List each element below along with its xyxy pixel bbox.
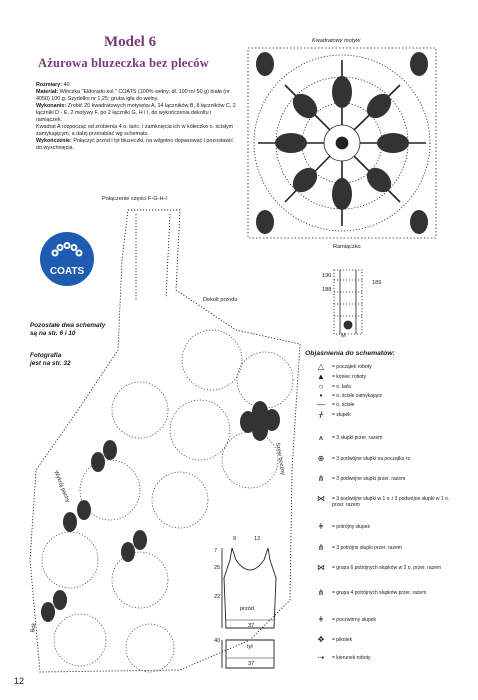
remaining-note: Pozostałe dwa schematy są na str. 6 i 10 bbox=[30, 322, 106, 337]
legend-item: ⇢ = kierunek roboty bbox=[310, 655, 460, 665]
garment-schematic bbox=[222, 548, 276, 668]
strap-label: Ramiączko bbox=[333, 244, 361, 250]
bodice-diagram bbox=[30, 210, 300, 672]
legend-item: ✥ = pikotek bbox=[310, 637, 460, 647]
photo-note: Fotografia jest na str. 32 bbox=[30, 352, 71, 367]
legend-item: ⊕ = 3 podwójne słupki na początku rz. bbox=[310, 456, 460, 466]
legend-item: ▲ = koniec roboty bbox=[310, 374, 460, 384]
dim-22: 22 bbox=[214, 594, 221, 600]
execution-value: Zrobić 20 kwadratowych motywów A, 14 łączników B, 8 łączników C, 2 łączniki D - E, 2 motywy F, po 2 łączniki G, H i I, do wykończenia dekoltu i ramiączek. bbox=[36, 103, 236, 123]
start-icon: △ bbox=[317, 362, 325, 371]
legend-item: ⋔ = 3 podwójne słupki przer. razem bbox=[310, 476, 460, 486]
strap-190: 190 bbox=[322, 273, 332, 279]
execution-label: Wykonanie: bbox=[36, 103, 67, 109]
four-trtr-group-icon: ⋔ bbox=[317, 588, 325, 597]
legend-item: △ = początek roboty bbox=[310, 364, 460, 374]
double-crochet-icon: ᚋ bbox=[319, 410, 323, 419]
model-number: Model 6 bbox=[104, 34, 157, 50]
legend-item: ᚋ = słupek bbox=[310, 412, 460, 422]
neckline-label: Dekolt przodu bbox=[203, 297, 238, 303]
dim-12: 12 bbox=[254, 536, 261, 542]
pattern-title: Ażurowa bluzeczka bez pleców bbox=[38, 56, 209, 70]
three-tr-together-icon: ⋔ bbox=[317, 474, 325, 483]
legend-item: ○ = o. łańc. bbox=[310, 384, 460, 394]
sizes-label: Rozmiary: bbox=[36, 82, 63, 88]
legend-item: ⋈ = 3 podwójne słupki w 1 o. i 3 podwójne słupki w 1 o. przer. razem bbox=[310, 496, 460, 512]
dim-9: 9 bbox=[233, 536, 237, 542]
front-label: przód bbox=[240, 606, 254, 612]
legend-item: ⋔ = 3 potrójne słupki przer. razem bbox=[310, 545, 460, 555]
dim-37-front: 37 bbox=[248, 623, 255, 629]
slip-stitch-icon: • bbox=[319, 391, 323, 400]
legend-item: ⩚ = 3 słupki przer. razem bbox=[310, 435, 460, 445]
finishing-label: Wykończenie: bbox=[36, 138, 72, 144]
logo-text: COATS bbox=[49, 265, 85, 277]
tr-cluster-icon: ⋈ bbox=[317, 494, 325, 503]
dim-25: 25 bbox=[214, 565, 221, 571]
strap-189: 189 bbox=[372, 280, 382, 286]
material-label: Materiał: bbox=[36, 89, 59, 95]
triple-crochet-icon: ǂ bbox=[318, 522, 324, 531]
legend-item: ǂ = poczwórny słupek bbox=[310, 617, 460, 627]
material-value: Włóczka "Eldorado kol." COATS (100% wełny, dł. 100 m/ 50 g) biała (nr 4050) 100 g. Szydełko nr 1,25; gruba igła do wełny. bbox=[36, 89, 230, 102]
sizes-value: 40 bbox=[62, 82, 70, 88]
chain-icon: ○ bbox=[318, 382, 324, 391]
side-label: Bok bbox=[30, 622, 38, 634]
legend-item: ⋈ = grupa 6 potrójnych słupków w 2 o. przer. razem bbox=[310, 565, 460, 581]
end-icon: ▲ bbox=[317, 372, 325, 381]
square-instructions: Kwadrat A rozpocząć od zrobienia 4 o. łańc. i zamknięcia ich w kółeczko o. ścisłym zamykającym, a dalej przerabiać wg schematu. bbox=[36, 124, 234, 137]
six-trtr-group-icon: ⋈ bbox=[317, 563, 325, 572]
back-label: tył bbox=[247, 644, 253, 650]
dim-37-back: 37 bbox=[248, 661, 255, 667]
legend-item: • = o. ścisłe zamykające bbox=[310, 393, 460, 403]
legend-title: Objaśnienia do schematów: bbox=[305, 350, 395, 357]
armhole-label: Wykrój pachy bbox=[52, 470, 71, 504]
three-tr-start-icon: ⊕ bbox=[317, 454, 325, 463]
dim-40: 40 bbox=[214, 638, 221, 644]
single-crochet-icon: — bbox=[317, 400, 325, 409]
strap-188: 188 bbox=[322, 287, 332, 293]
picot-icon: ✥ bbox=[317, 635, 325, 644]
side-seam-label: Szew boczny bbox=[274, 442, 286, 476]
direction-arrow-icon: ⇢ bbox=[317, 653, 325, 662]
legend-item: — = o. ścisłe bbox=[310, 402, 460, 412]
legend-item: ⋔ = grupa 4 potrójnych słupków przer. razem bbox=[310, 590, 460, 606]
quad-crochet-icon: ǂ bbox=[318, 615, 324, 624]
strap-diagram bbox=[334, 270, 362, 334]
page-number: 12 bbox=[14, 676, 25, 686]
finishing-value: Połączyć przód i tył bluzeczki, na wilgotno dopasować i pozostawić do wyschnięcia. bbox=[36, 138, 234, 151]
strap-m: M bbox=[341, 333, 346, 339]
square-motif-label: Kwadratowy motyw bbox=[312, 38, 361, 44]
three-dc-together-icon: ⩚ bbox=[318, 433, 324, 442]
three-trtr-together-icon: ⋔ bbox=[317, 543, 325, 552]
square-motif-diagram bbox=[248, 48, 436, 238]
connection-label: Połączenie części F-G-H-I bbox=[102, 196, 167, 202]
legend-item: ǂ = potrójny słupek bbox=[310, 524, 460, 534]
dim-7: 7 bbox=[214, 548, 218, 554]
